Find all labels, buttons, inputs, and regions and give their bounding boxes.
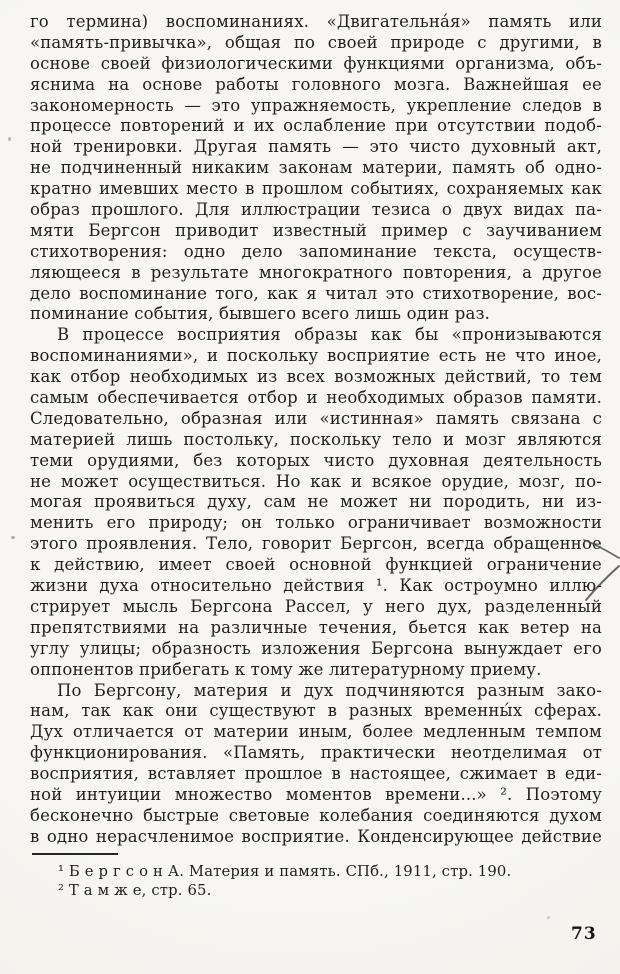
body-line: материей лишь постольку, поскольку тело и мозг являются xyxy=(30,429,602,449)
body-line: воспоминаниями», и поскольку восприятие есть не что иное, xyxy=(30,346,602,366)
ink-speck xyxy=(547,916,550,919)
body-line: мяти Бергсон приводит известный пример с заучиванием xyxy=(30,220,602,240)
footnote-2: ² Т а м ж е, стр. 65. xyxy=(58,882,212,899)
body-line: закономерность — это упражняемость, укрепление следов в xyxy=(30,95,602,115)
pencil-check-mark-icon xyxy=(583,527,620,605)
body-line: ляющееся в результате многократного повторения, а другое xyxy=(30,262,602,282)
body-line: как отбор необходимых из всех возможных действий, то тем xyxy=(30,367,602,387)
ink-speck xyxy=(98,341,100,344)
body-line: препятствиями на различные течения, бьется как ветер на xyxy=(30,617,602,637)
body-line: к действию, имеет своей основной функцией ограничение xyxy=(30,555,602,575)
body-line: стихотворения: одно дело запоминание текста, осуществ- xyxy=(30,241,602,261)
body-line: в одно нерасчленимое восприятие. Конденсирующее действие xyxy=(30,826,602,846)
body-line: го термина) воспоминаниях. «Двигательна́я» память или xyxy=(30,12,602,31)
footnotes xyxy=(30,853,602,900)
body-line: яснима на основе работы головного мозга. Важнейшая ее xyxy=(30,74,602,94)
paragraph-1 xyxy=(30,12,602,325)
body-line: не подчиненный никаким законам материи, память об одно- xyxy=(30,158,602,178)
body-line: оппонентов прибегать к тому же литературному приему. xyxy=(30,659,542,679)
body-line: углу улицы; образность изложения Бергсона вынуждает его xyxy=(30,638,602,658)
body-line: ной тренировки. Другая память — это чисто духовный акт, xyxy=(30,137,602,157)
body-line: процессе повторений и их ослабление при отсутствии подоб- xyxy=(30,116,602,136)
body-line: ной интуиции множество моментов времени...» ². Поэтому xyxy=(30,784,602,804)
body-line: образ прошлого. Для иллюстрации тезиса о двух видах па- xyxy=(30,200,602,220)
body-line: дело воспоминание того, как я читал это стихотворение, вос- xyxy=(30,283,602,303)
body-line: не может осуществиться. Но как и всякое орудие, мозг, по- xyxy=(30,471,602,491)
body-line: этого проявления. Тело, говорит Бергсон, всегда обращенное xyxy=(30,534,602,554)
body-line: «память-привычка», общая по своей природе с другими, в xyxy=(30,32,602,52)
body-line: нам, так как они существуют в разных временны́х сферах. xyxy=(30,701,602,721)
body-line: самым обеспечивается отбор и необходимых образов памяти. xyxy=(30,388,602,408)
paragraph-2 xyxy=(30,325,602,680)
body-line: менить его природу; он только ограничивает возможности xyxy=(30,513,602,533)
paragraph-3 xyxy=(30,681,602,848)
body-line: жизни духа относительно действия ¹. Как остроумно иллю- xyxy=(30,576,602,596)
body-line: восприятия, вставляет прошлое в настоящее, сжимает в еди- xyxy=(30,764,602,784)
footnote-1: ¹ Б е р г с о н А. Материя и память. СПб., 1911, стр. 190. xyxy=(58,863,512,880)
ink-speck xyxy=(11,536,15,539)
body-line: поминание события, бывшего всего лишь один раз. xyxy=(30,304,491,324)
body-line: Дух отличается от материи иным, более медленным темпом xyxy=(30,722,602,742)
footnote-separator xyxy=(32,853,118,855)
body-line: функционирования. «Память, практически неотделимая от xyxy=(30,743,602,763)
body-line: теми орудиями, без которых чисто духовная деятельность xyxy=(30,450,602,470)
body-line: В процессе восприятия образы как бы «пронизываются xyxy=(57,325,602,345)
body-text xyxy=(30,12,602,848)
body-line: бесконечно быстрые световые колебания соединяются духом xyxy=(30,805,602,825)
body-line: кратно имевших место в прошлом событиях, сохраняемых как xyxy=(30,179,602,199)
body-line: стрирует мысль Бергсона Рассел, у него дух, разделенный xyxy=(30,596,602,616)
body-line: основе своей физиологическими функциями организма, объ- xyxy=(30,53,602,73)
body-line: Следовательно, образная или «истинная» память связана с xyxy=(30,408,602,428)
body-line: По Бергсону, материя и дух подчиняются разным зако- xyxy=(57,680,602,700)
ink-speck xyxy=(8,137,11,141)
body-line: могая проявиться духу, сам не может ни породить, ни из- xyxy=(30,492,602,512)
page-number: 73 xyxy=(571,924,597,944)
